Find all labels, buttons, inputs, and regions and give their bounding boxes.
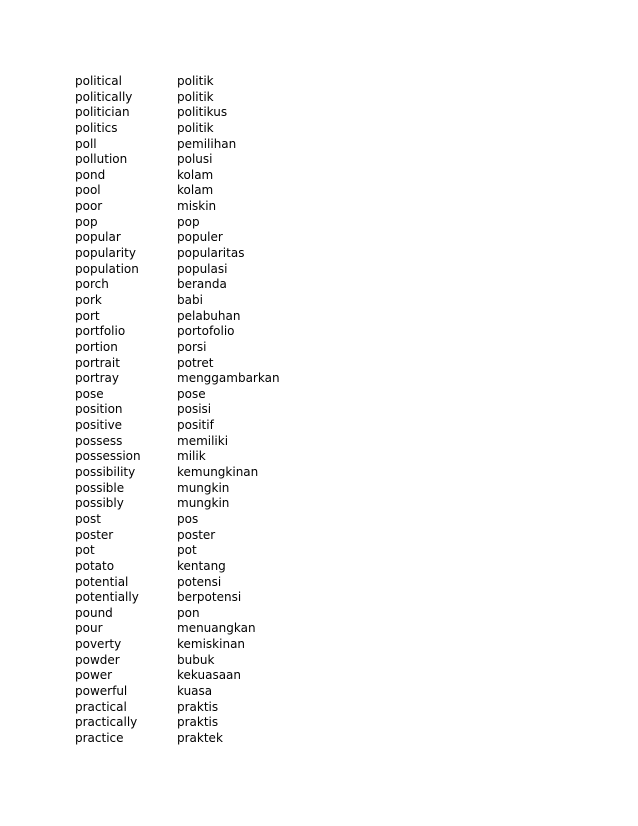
vocabulary-row: [75, 230, 377, 246]
english-term: poster: [75, 527, 114, 542]
vocabulary-row: [75, 621, 377, 637]
vocabulary-row: [75, 731, 377, 747]
indonesian-translation: miskin: [177, 199, 217, 214]
english-term: practically: [75, 715, 138, 730]
english-term: power: [75, 668, 113, 683]
indonesian-translation: praktis: [177, 715, 219, 730]
indonesian-translation: menuangkan: [177, 621, 256, 636]
vocabulary-row: [75, 356, 377, 372]
vocabulary-row: [75, 528, 377, 544]
english-term: possibly: [75, 496, 124, 511]
english-term: pop: [75, 214, 98, 229]
english-term: popular: [75, 230, 121, 245]
vocabulary-row: [75, 700, 377, 716]
vocabulary-row: [75, 387, 377, 403]
vocabulary-row: [75, 418, 377, 434]
vocabulary-row: [75, 105, 377, 121]
indonesian-translation: populer: [177, 230, 223, 245]
english-term: pour: [75, 621, 103, 636]
indonesian-translation: kemungkinan: [177, 465, 259, 480]
english-term: powder: [75, 652, 120, 667]
indonesian-translation: pop: [177, 214, 200, 229]
vocabulary-row: [75, 449, 377, 465]
vocabulary-row: [75, 668, 377, 684]
vocabulary-row: [75, 590, 377, 606]
vocabulary-list: [75, 74, 377, 747]
english-term: politically: [75, 89, 133, 104]
vocabulary-row: [75, 371, 377, 387]
vocabulary-row: [75, 137, 377, 153]
english-term: politician: [75, 105, 130, 120]
vocabulary-row: [75, 512, 377, 528]
indonesian-translation: pemilihan: [177, 136, 237, 151]
vocabulary-row: [75, 684, 377, 700]
english-term: possess: [75, 433, 123, 448]
indonesian-translation: positif: [177, 418, 214, 433]
indonesian-translation: politik: [177, 120, 214, 135]
english-term: portfolio: [75, 324, 126, 339]
vocabulary-row: [75, 183, 377, 199]
indonesian-translation: kuasa: [177, 683, 213, 698]
english-term: potentially: [75, 590, 139, 605]
vocabulary-row: [75, 559, 377, 575]
indonesian-translation: mungkin: [177, 480, 230, 495]
vocabulary-row: [75, 481, 377, 497]
vocabulary-row: [75, 434, 377, 450]
english-term: post: [75, 511, 101, 526]
vocabulary-row: [75, 121, 377, 137]
indonesian-translation: pose: [177, 386, 206, 401]
indonesian-translation: kekuasaan: [177, 668, 242, 683]
english-term: poll: [75, 136, 97, 151]
indonesian-translation: potret: [177, 355, 214, 370]
indonesian-translation: kentang: [177, 558, 226, 573]
english-term: portray: [75, 371, 119, 386]
vocabulary-row: [75, 653, 377, 669]
indonesian-translation: kolam: [177, 167, 214, 182]
english-term: position: [75, 402, 123, 417]
indonesian-translation: bubuk: [177, 652, 215, 667]
english-term: pool: [75, 183, 101, 198]
vocabulary-row: [75, 402, 377, 418]
indonesian-translation: beranda: [177, 277, 227, 292]
vocabulary-row: [75, 215, 377, 231]
english-term: pot: [75, 543, 95, 558]
vocabulary-row: [75, 465, 377, 481]
english-term: political: [75, 74, 122, 88]
vocabulary-row: [75, 324, 377, 340]
indonesian-translation: politik: [177, 74, 214, 88]
vocabulary-row: [75, 340, 377, 356]
english-term: possession: [75, 449, 141, 464]
vocabulary-row: [75, 74, 377, 90]
english-term: pollution: [75, 152, 128, 167]
indonesian-translation: praktek: [177, 730, 223, 745]
english-term: poor: [75, 199, 103, 214]
english-term: pound: [75, 605, 113, 620]
english-term: portion: [75, 339, 118, 354]
english-term: potato: [75, 558, 115, 573]
indonesian-translation: mungkin: [177, 496, 230, 511]
vocabulary-row: [75, 246, 377, 262]
indonesian-translation: porsi: [177, 339, 207, 354]
indonesian-translation: babi: [177, 292, 203, 307]
indonesian-translation: kolam: [177, 183, 214, 198]
english-term: positive: [75, 418, 123, 433]
vocabulary-row: [75, 543, 377, 559]
indonesian-translation: pon: [177, 605, 200, 620]
english-term: portrait: [75, 355, 120, 370]
indonesian-translation: pot: [177, 543, 197, 558]
english-term: possibility: [75, 465, 136, 480]
vocabulary-row: [75, 606, 377, 622]
indonesian-translation: praktis: [177, 699, 219, 714]
indonesian-translation: popularitas: [177, 246, 245, 261]
vocabulary-row: [75, 293, 377, 309]
vocabulary-row: [75, 637, 377, 653]
indonesian-translation: poster: [177, 527, 216, 542]
indonesian-translation: politikus: [177, 105, 228, 120]
indonesian-translation: milik: [177, 449, 206, 464]
english-term: pose: [75, 386, 104, 401]
english-term: popularity: [75, 246, 136, 261]
indonesian-translation: menggambarkan: [177, 371, 280, 386]
indonesian-translation: memiliki: [177, 433, 229, 448]
english-term: potential: [75, 574, 129, 589]
english-term: possible: [75, 480, 125, 495]
vocabulary-row: [75, 277, 377, 293]
english-term: powerful: [75, 683, 128, 698]
vocabulary-row: [75, 90, 377, 106]
indonesian-translation: portofolio: [177, 324, 235, 339]
vocabulary-row: [75, 262, 377, 278]
vocabulary-row: [75, 152, 377, 168]
indonesian-translation: posisi: [177, 402, 212, 417]
english-term: porch: [75, 277, 109, 292]
english-term: poverty: [75, 637, 122, 652]
english-term: population: [75, 261, 139, 276]
english-term: pond: [75, 167, 106, 182]
english-term: port: [75, 308, 100, 323]
indonesian-translation: polusi: [177, 152, 213, 167]
indonesian-translation: populasi: [177, 261, 228, 276]
english-term: politics: [75, 120, 118, 135]
indonesian-translation: pelabuhan: [177, 308, 241, 323]
vocabulary-row: [75, 309, 377, 325]
vocabulary-row: [75, 199, 377, 215]
english-term: practical: [75, 699, 127, 714]
indonesian-translation: potensi: [177, 574, 222, 589]
english-term: pork: [75, 292, 102, 307]
indonesian-translation: pos: [177, 511, 199, 526]
english-term: practice: [75, 730, 124, 745]
indonesian-translation: politik: [177, 89, 214, 104]
vocabulary-row: [75, 575, 377, 591]
vocabulary-row: [75, 715, 377, 731]
indonesian-translation: berpotensi: [177, 590, 242, 605]
vocabulary-row: [75, 168, 377, 184]
vocabulary-row: [75, 496, 377, 512]
indonesian-translation: kemiskinan: [177, 637, 246, 652]
